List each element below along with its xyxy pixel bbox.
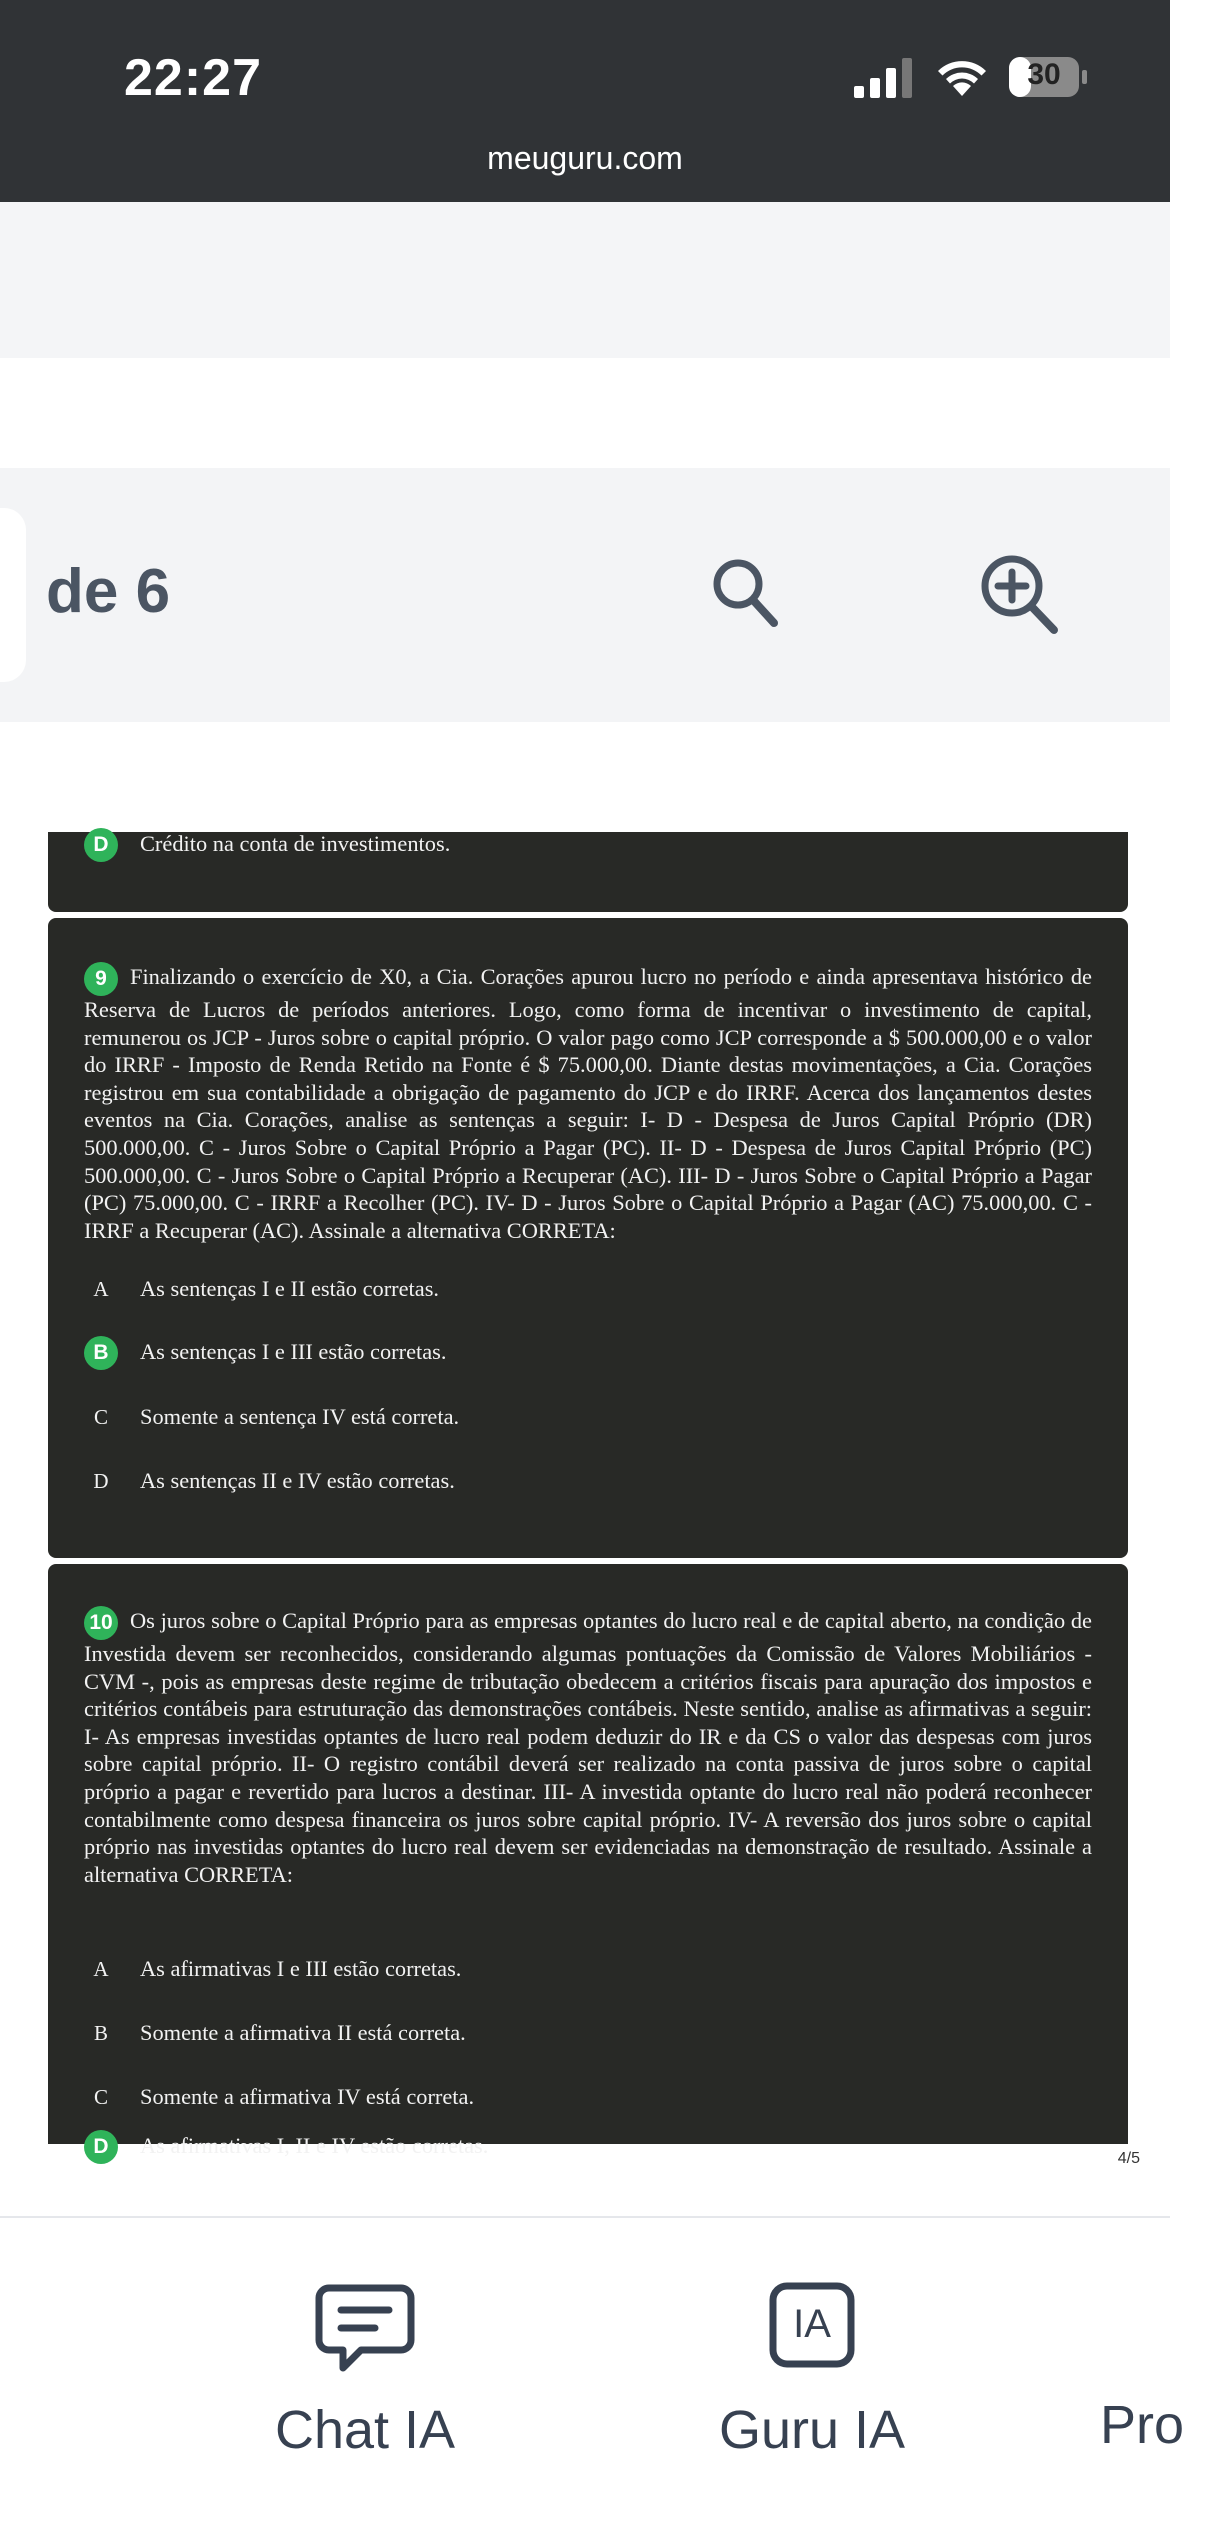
question-body: Finalizando o exercício de X0, a Cia. Corações apurou lucro no período e ainda apresentava histórico de Reserva de Lucros de períodos anteriores. Logo, como forma de incentivar o investimento de capital, remunerou os JCP - Juros sobre o capital próprio. O valor pago como JCP corresponde a $ 500.000,00 e o valor do IRRF - Imposto de Renda Retido na Fonte é $ 75.000,00. Diante destas movimentações, a Cia. Corações registrou em sua contabilidade a obrigação de pagamento do JCP e do IRRF. Acerca dos lançamentos destes eventos na Cia. Corações, analise as sentenças a seguir: I- D - Despesa de Juros Capital Próprio (DR) 500.000,00. C - Juros Sobre o Capital Próprio a Pagar (PC). II- D - Despesa de Juros Capital Próprio (PC) 500.000,00. C - Juros Sobre o Capital Próprio a Recuperar (AC). III- D - Juros Sobre o Capital Próprio a Pagar (PC) 75.000,00. C - IRRF a Recolher (PC). IV- D - Juros Sobre o Capital Próprio a Pagar (AC) 75.000,00. C - IRRF a Recuperar (AC). Assinale a alternativa CORRETA: [84,964,1092,1243]
option-row[interactable] [84,1400,459,1434]
option-letter: A [93,1277,109,1301]
option-text: As sentenças I e III estão corretas. [140,1339,447,1364]
page-selector-edge[interactable] [0,508,26,682]
tab-label: Chat IA [274,2400,456,2460]
option-text: As afirmativas I, II e IV estão corretas. [140,2133,489,2158]
cellular-signal-icon [854,58,916,98]
tab-chat-ia[interactable] [270,2282,460,2461]
tab-label: Guru IA [718,2400,906,2460]
question-text [84,1606,1092,1888]
option-row [84,828,450,862]
page-number: 4/5 [1117,2150,1140,2167]
document-page [48,831,1128,2158]
option-letter: C [93,2085,108,2109]
option-text: As sentenças I e II estão corretas. [140,1276,440,1301]
zoom-in-icon[interactable] [978,552,1060,636]
option-letter-selected: D [84,2130,118,2164]
option-letter: B [93,2021,108,2045]
tab-pro[interactable] [1100,2282,1220,2456]
browser-top-bar [0,0,1170,202]
option-text: As afirmativas I e III estão corretas. [140,1956,462,1981]
option-row[interactable] [84,2130,488,2164]
option-row[interactable] [84,1464,455,1498]
ia-icon [769,2282,855,2368]
page-count-label: de 6 [46,557,171,626]
option-text: Somente a afirmativa IV está correta. [140,2084,475,2109]
question-card [48,1564,1128,2158]
status-time: 22:27 [124,49,262,107]
ia-icon-text: IA [793,2302,831,2346]
bottom-nav-divider [0,2216,1170,2218]
question-body: Os juros sobre o Capital Próprio para as empresas optantes do lucro real e de capital aberto, na condição de Investida devem ser reconhecidos, considerando algumas pontuações da Comissão de Valores Mobiliários - CVM -, pois as empresas deste regime de tributação obedecem a critérios fiscais para apuração dos impostos e critérios contábeis para estruturação das demonstrações contábeis. Neste sentido, analise as afirmativas a seguir: I- As empresas investidas optantes de lucro real podem deduzir do IR e da CS o valor das despesas com juros sobre capital próprio. II- O registro contábil deverá ser realizado na conta passiva de juros sobre o capital próprio a pagar e revertido para lucros a destinar. III- A investida optante do lucro real não poderá reconhecer contabilmente como despesa financeira os juros sobre capital próprio. IV- A reversão dos juros sobre o capital próprio nas investidas optantes do lucro real devem ser evidenciadas na demonstração de resultado. Assinale a alternativa CORRETA: [84,1608,1092,1887]
battery-level: 30 [1027,58,1061,91]
question-card [48,918,1128,1558]
question-text [84,962,1092,1244]
tab-guru-ia[interactable] [712,2282,912,2461]
wifi-icon [934,54,990,98]
option-row[interactable] [84,1272,439,1306]
option-letter: D [93,1469,109,1493]
chat-icon [315,2282,415,2374]
option-row[interactable] [84,1336,446,1370]
option-text: Somente a afirmativa II está correta. [140,2020,466,2045]
pro-icon-placeholder [1100,2282,1220,2374]
question-number: 10 [84,1606,118,1640]
battery-indicator [1008,56,1088,98]
option-text: As sentenças II e IV estão corretas. [140,1468,455,1493]
option-text: Crédito na conta de investimentos. [140,831,451,856]
previous-question-card [48,832,1128,912]
option-letter: C [93,1405,108,1429]
tab-label: Pro [1100,2395,1185,2455]
option-text: Somente a sentença IV está correta. [140,1404,460,1429]
option-row[interactable] [84,2080,474,2114]
search-icon[interactable] [710,556,780,630]
option-letter: A [93,1957,109,1981]
option-row[interactable] [84,2016,466,2050]
question-number: 9 [84,962,118,996]
url-bar[interactable]: meuguru.com [487,140,683,176]
option-letter-selected: B [84,1336,118,1370]
header-band [0,202,1170,358]
option-letter-selected: D [84,828,118,862]
option-row[interactable] [84,1952,461,1986]
